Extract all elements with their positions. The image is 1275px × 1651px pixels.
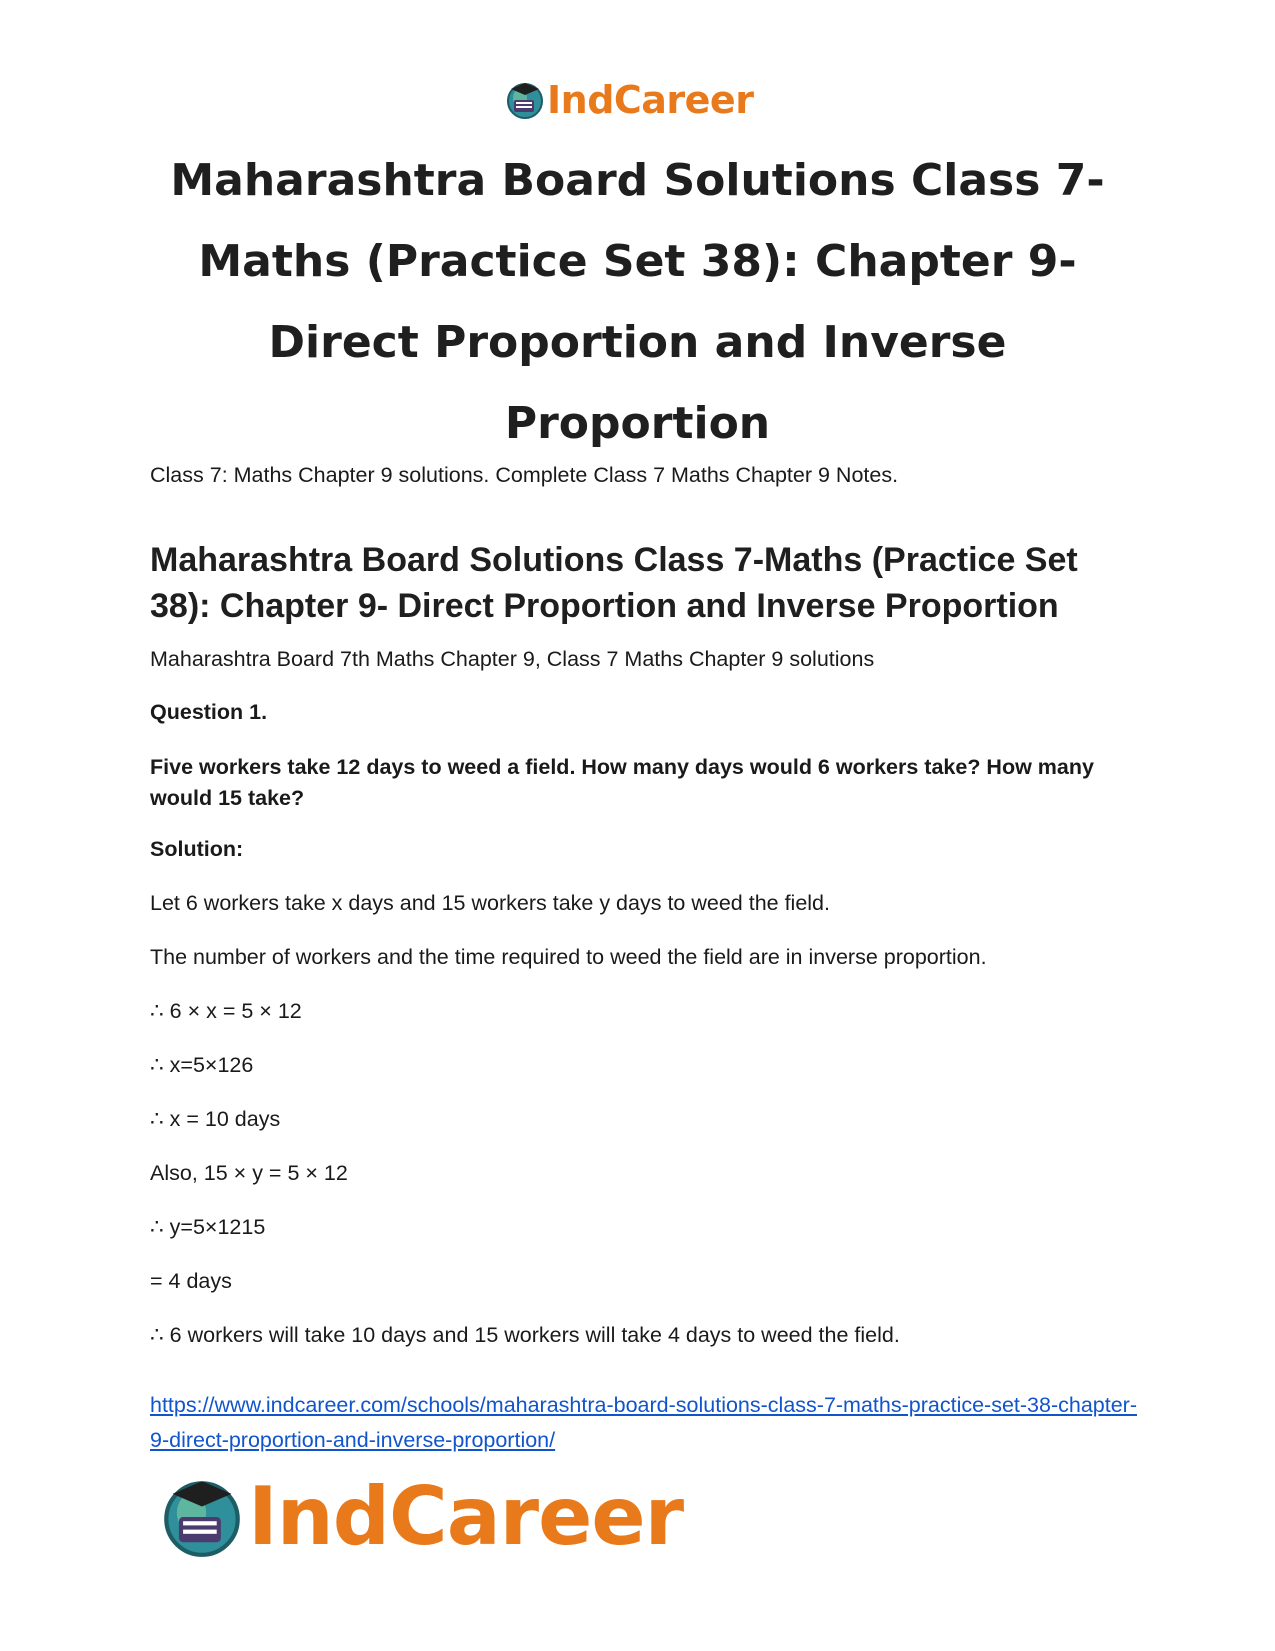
brand-wordmark: IndCareer [248, 1470, 684, 1563]
solution-line: The number of workers and the time required to weed the field are in inverse proportion. [150, 945, 987, 969]
brand-wordmark: IndCareer [547, 78, 754, 122]
question-text: Five workers take 12 days to weed a field. How many days would 6 workers take? How many would 15 take? [150, 755, 1094, 810]
solution-line: ∴ 6 workers will take 10 days and 15 workers will take 4 days to weed the field. [150, 1323, 900, 1347]
solution-label: Solution: [150, 837, 244, 861]
solution-line: ∴ x=5×126 [150, 1053, 254, 1077]
section-heading: Maharashtra Board Solutions Class 7-Maths (Practice Set 38): Chapter 9- Direct Proportion and Inverse Proportion [150, 541, 1078, 625]
bottom-logo [160, 1470, 683, 1563]
subtitle-text: Maharashtra Board 7th Maths Chapter 9, Class 7 Maths Chapter 9 solutions [150, 647, 875, 671]
solution-line: ∴ 6 × x = 5 × 12 [150, 999, 302, 1023]
indcareer-globe-icon [160, 1475, 244, 1559]
solution-line: ∴ x = 10 days [150, 1107, 281, 1131]
solution-line: = 4 days [150, 1269, 232, 1293]
intro-text: Class 7: Maths Chapter 9 solutions. Complete Class 7 Maths Chapter 9 Notes. [150, 463, 899, 487]
page-title: Maharashtra Board Solutions Class 7-Maths (Practice Set 38): Chapter 9- Direct Proportion and Inverse Proportion [170, 155, 1105, 449]
source-link[interactable]: https://www.indcareer.com/schools/maharashtra-board-solutions-class-7-maths-practice-set-38-chapter-9-direct-proportion-and-inverse-proportion/ [150, 1393, 1137, 1452]
solution-line: Also, 15 × y = 5 × 12 [150, 1161, 348, 1185]
indcareer-globe-icon [505, 80, 545, 120]
solution-line: ∴ y=5×1215 [150, 1215, 266, 1239]
top-logo [505, 78, 753, 122]
question-label: Question 1. [150, 700, 268, 724]
solution-line: Let 6 workers take x days and 15 workers take y days to weed the field. [150, 891, 830, 915]
